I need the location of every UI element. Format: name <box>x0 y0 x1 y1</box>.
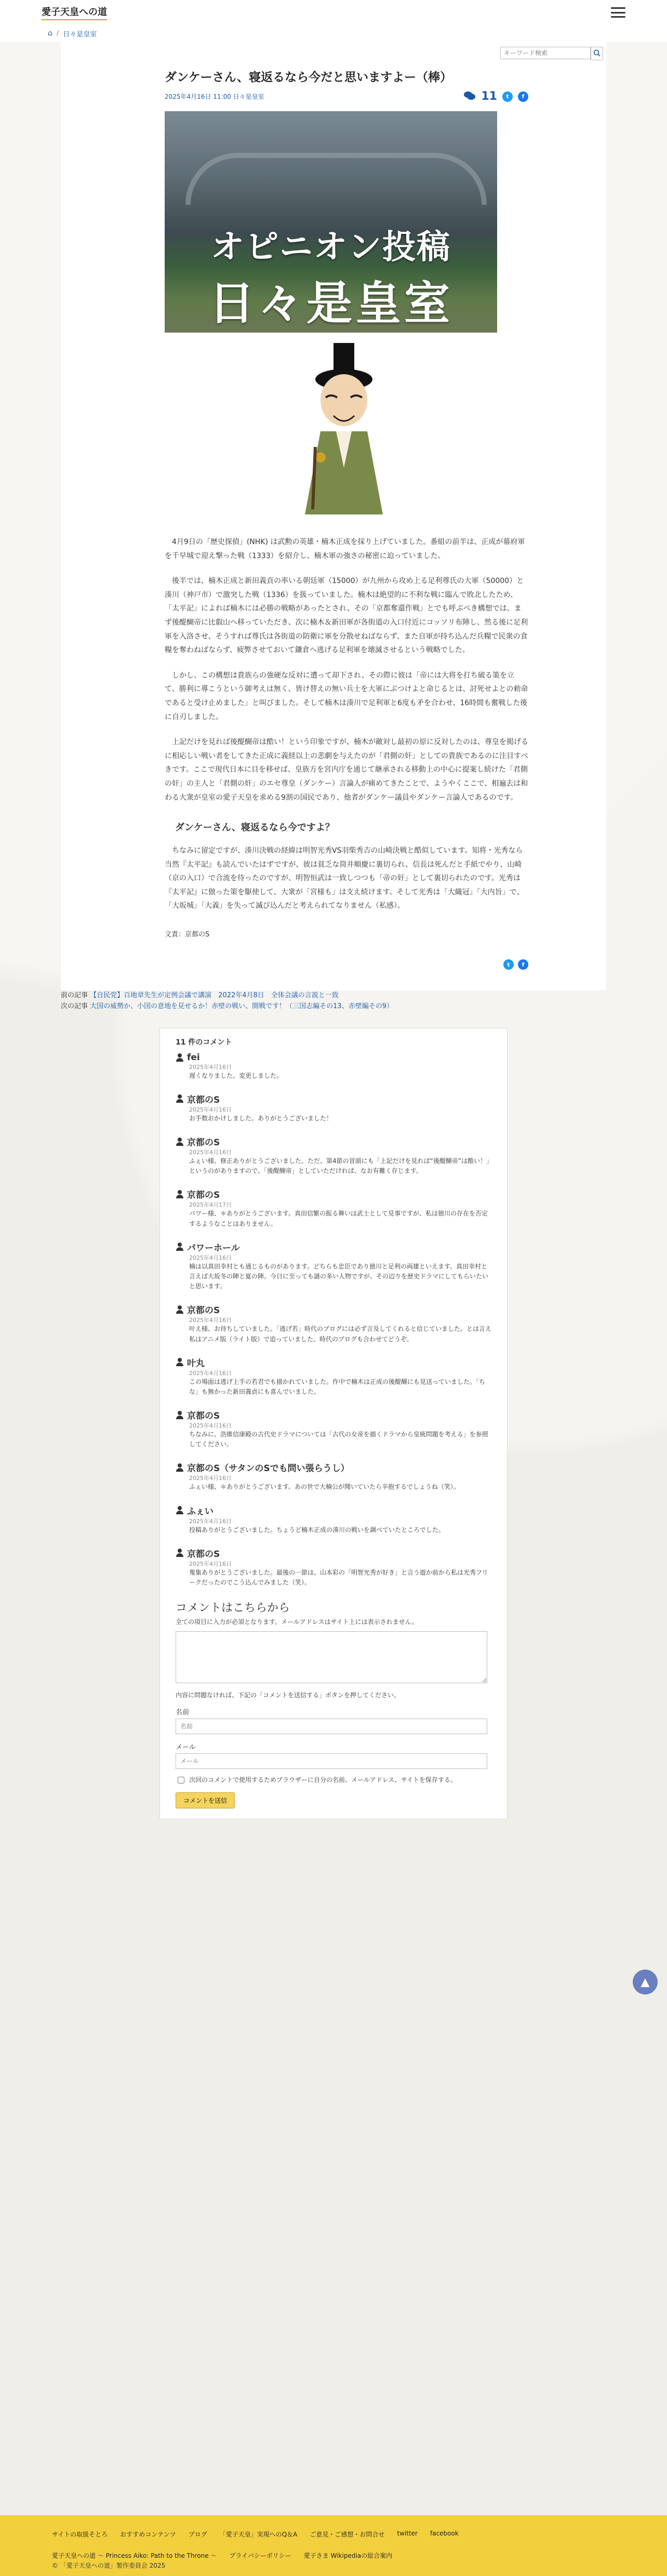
comment-author-name: fei <box>187 1052 200 1063</box>
comment-date: 2025年4月17日 <box>189 1201 232 1209</box>
breadcrumb-separator: / <box>56 29 59 37</box>
comment-author-name: 京都のS <box>187 1190 220 1201</box>
hero-title-line2: 日々是皇室 <box>208 276 453 330</box>
footer-link[interactable]: ご意見・ご感想・お問合せ <box>310 2531 385 2538</box>
prev-post-link[interactable]: 【自民党】百地章先生が定例会議で講演 2022年4月8日 全体会議の言説と一致 <box>90 992 339 1000</box>
article-title: ダンケーさん、寝返るなら今だと思いますよー（棒） <box>165 71 452 84</box>
site-logo[interactable]: 愛子天皇への道 <box>42 5 107 20</box>
hero-image <box>165 111 497 333</box>
comment-date: 2025年4月16日 <box>189 1560 232 1567</box>
comment-date: 2025年4月16日 <box>189 1106 232 1113</box>
breadcrumb-category[interactable]: 日々是皇室 <box>63 30 97 38</box>
comments-section <box>159 1028 508 1820</box>
comment-author-name: ふぇい <box>187 1506 214 1517</box>
site-header <box>0 0 667 25</box>
comment-author-name: パワーホール <box>187 1243 240 1253</box>
hero-title-line1: オピニオン投稿 <box>211 228 451 267</box>
comment-author-name: 京都のS <box>187 1411 220 1422</box>
comment-body: 投稿ありがとうございました。ちょうど楠木正成の湊川の戦いを調べていたところでした。 <box>189 1526 445 1534</box>
comment-body: お手数おかけしました。ありがとうございました！ <box>189 1114 333 1122</box>
comment-item <box>176 1092 491 1124</box>
comments-icon[interactable] <box>463 90 476 102</box>
article-meta <box>165 90 528 103</box>
save-info-label: 次回のコメントで使用するためブラウザーに自分の名前、メールアドレス、サイトを保存する。 <box>189 1776 457 1784</box>
search-box <box>500 47 603 60</box>
comment-list <box>176 1052 491 1588</box>
paragraph-5: ちなみに留定ですが、湊川決戦の経緯は明智光秀VS羽柴秀吉の山崎決戦と酷似しています。知将・光秀なら当然『太平記』も読んでいたはずですが、彼は貧乏な筒井順慶に裏切られ、信長は死んだと手紙でやり、山崎（京の入口）で合流を待ったのですが、明智恒武は一致しつつも「帝の奸」として裏切られたのです。光秀は『太平記』に倣った策を駆使して、大衆が「宮様も」は支え続けます。そして光秀は「大織冠」「大内旨」で、「大坂城」「大義」を失って滅び込んだと考えられてなりません（私感）。 <box>165 847 524 910</box>
facebook-share-icon[interactable]: f <box>518 91 528 102</box>
article-subheading: ダンケーさん、寝返るなら今ですよ？ <box>175 822 335 834</box>
footer-links <box>0 2515 571 2560</box>
comments-heading: 11 件のコメント <box>176 1038 232 1047</box>
user-icon <box>176 1549 184 1557</box>
comment-author <box>176 1356 491 1369</box>
article-body <box>165 535 528 939</box>
twitter-share-icon[interactable]: t <box>502 91 513 102</box>
form-note: 全ての項目に入力が必須となります。メールアドレスはサイト上には表示されません。 <box>176 1618 418 1626</box>
paragraph-1: 4月9日の「歴史探偵」(NHK) は武勲の英雄・楠木正成を採り上げていました。番組の前半は、正成が幕府軍を千早城で迎え撃った戦（1333）を紹介し、楠木軍の強さの秘密に迫っていました。 <box>165 538 525 560</box>
comment-date: 2025年4月16日 <box>189 1517 232 1525</box>
user-icon <box>176 1053 184 1062</box>
name-label: 名前 <box>176 1709 190 1717</box>
comment-author <box>176 1504 491 1517</box>
user-icon <box>176 1463 184 1472</box>
comment-item <box>176 1547 491 1588</box>
twitter-share-icon[interactable]: t <box>503 959 514 970</box>
comment-date: 2025年4月16日 <box>189 1369 232 1377</box>
comment-date: 2025年4月16日 <box>189 1149 232 1156</box>
comment-date: 2025年4月16日 <box>189 1317 232 1324</box>
comment-author <box>176 1187 491 1200</box>
breadcrumb <box>0 25 667 42</box>
comment-count[interactable]: 11 <box>481 90 497 103</box>
comment-body: パワー様、＊ありがとうございます。真田信繁の振る舞いは武士として見事ですが、私は徳川の存在を否定するようなことはありません。 <box>189 1210 488 1227</box>
comment-date: 2025年4月16日 <box>189 1063 232 1071</box>
facebook-share-icon[interactable]: f <box>518 959 528 970</box>
comment-item <box>176 1461 491 1492</box>
user-icon <box>176 1138 184 1146</box>
post-navigation <box>61 990 606 1028</box>
search-input[interactable] <box>500 47 591 59</box>
save-info-checkbox[interactable] <box>178 1777 184 1784</box>
save-info-row <box>176 1775 491 1785</box>
comment-author-name: 京都のS <box>187 1549 220 1560</box>
comment-author-name: 京都のS <box>187 1094 220 1105</box>
comment-author <box>176 1240 491 1253</box>
user-icon <box>176 1190 184 1198</box>
site-footer <box>0 2515 667 2576</box>
footer-link[interactable]: プライバシーポリシー <box>229 2552 291 2559</box>
comment-item <box>176 1052 491 1081</box>
comment-item <box>176 1240 491 1292</box>
comment-date: 2025年4月16日 <box>189 1422 232 1430</box>
comment-item <box>176 1408 491 1449</box>
comment-item <box>176 1135 491 1176</box>
home-icon[interactable]: ⌂ <box>48 29 52 37</box>
form-confirm: 内容に問題なければ、下記の「コメントを送信する」ボタンを押してください。 <box>176 1692 401 1699</box>
comment-author-name: 京都のS <box>187 1138 220 1148</box>
user-icon <box>176 1506 184 1514</box>
paragraph-3: しかし、この構想は貴族らの強硬な反対に遭って却下され、その際に彼は「帝には大将を打ち破る策を立て、勝利に導こうという御考えは無く、皆け替えの無い兵士を大軍にぶつけよと命じるとは、討死せよとの勅命であると受け止めました」と叫びました。そして楠木は湊川で足利軍と6度も矛を合わせ、16時間も奮戦した後に自刃しました。 <box>165 671 528 721</box>
comment-body: 蒐集ありがとうございました。最後の一節は、山本彩の「明智光秀が好き」と言う遊か前から私は光秀フリークだったのでこう込んでみました（笑）。 <box>189 1568 488 1587</box>
bridge-shape <box>185 153 487 205</box>
comment-item <box>176 1187 491 1228</box>
comment-author-name: 京都のS <box>187 1305 220 1316</box>
main-article <box>61 42 606 990</box>
comment-body: この場面は逃げ上手の若君でも描かれていました。作中で楠木は正成の後醍醐にも見送っていました。「ちな」も無かった新田義貞にも喜んでいました。 <box>189 1378 486 1395</box>
menu-icon[interactable] <box>611 7 625 18</box>
footer-link[interactable]: 愛子さま Wikipediaの総合案内 <box>303 2552 393 2559</box>
comment-body: 叶え様、お待ちしていました。「逃げ若」時代のブログには必ず言及してくれると信じていました。とは言え私はアニメ版（ライト版）で追っていました。時代のブログも合わせてどうぞ。 <box>189 1325 492 1343</box>
next-label: 次の記事 <box>61 1002 88 1010</box>
form-heading: コメントはこちらから <box>176 1602 290 1615</box>
footer-link[interactable]: twitter <box>397 2530 418 2537</box>
comment-author-name: 京都のS（サタンのSでも問い張らうし） <box>187 1463 350 1474</box>
comment-author <box>176 1303 491 1316</box>
comment-body: ちなみに、浩維信康殿の古代史ドラマについては「古代の女帝を描くドラマから皇統問題を考える」を参照してください。 <box>189 1431 488 1448</box>
submit-comment-button[interactable]: コメントを送信 <box>176 1792 235 1808</box>
search-icon[interactable] <box>591 47 603 60</box>
article-date: 2025年4月16日 11:00 <box>165 93 231 100</box>
comment-body: ふぇい様、修正ありがとうございました。ただ、第4節の冒頭にも「上記だけを見れば“後醍醐帝”は酷い！」というのがありますので、「後醍醐帝」としていただければ、なお有難く存じます。 <box>189 1157 490 1175</box>
name-field[interactable] <box>176 1719 487 1734</box>
comment-item <box>176 1504 491 1535</box>
comment-author <box>176 1092 491 1105</box>
comment-author <box>176 1135 491 1148</box>
comment-form <box>176 1599 491 1808</box>
footer-link[interactable]: facebook <box>430 2530 459 2537</box>
footer-link[interactable]: 「愛子天皇」実現へのQ＆A <box>219 2531 298 2538</box>
user-icon <box>176 1094 184 1103</box>
footer-link[interactable]: ブログ <box>188 2531 207 2538</box>
scroll-top-button[interactable]: ▲ <box>633 1970 658 1994</box>
user-icon <box>176 1358 184 1366</box>
article-author: 文責：京都のS <box>165 931 210 939</box>
copyright: © 「愛子天皇への道」製作委員会 2025 <box>52 2562 166 2569</box>
comment-body: 遅くなりました。変更しました。 <box>189 1072 283 1079</box>
comment-body: ふぇい様、＊ありがとうございます。あの世で大楠公が聞いていたら辛抱するでしょうね（笑）。 <box>189 1483 460 1491</box>
comment-textarea[interactable] <box>176 1631 487 1683</box>
user-icon <box>176 1411 184 1419</box>
comment-author <box>176 1408 491 1421</box>
comment-author-name: 叶丸 <box>187 1358 205 1369</box>
comment-date: 2025年4月16日 <box>189 1254 232 1261</box>
paragraph-4: 上記だけを見れば後醍醐帝は酷い！という印象ですが、楠木が敵対し最初の原に反対したのは、尊皇を掲げるに相応しい戦い者をしてきた正成に義経以上の悲劇を与えたのが「君側の奸」としての貴族であるのに注目すべきです。ここで現代日本に目を移せば、皇族方を宮内庁を通じて継承される移動上の中心に提案し続けた「君側の奸」の主人と「君側の奸」のエセ尊皇（ダンケー）言論人が痛めてきたことで、ようやくここで、相遍去は和わる大衆が皇室の愛子天皇を求める9割の国民であり、他者がダンケー議員やダンケー言論人であるのです。 <box>165 738 528 802</box>
article-category-link[interactable]: 日々是皇室 <box>233 93 264 100</box>
comment-item <box>176 1356 491 1397</box>
comment-date: 2025年4月16日 <box>189 1475 232 1482</box>
email-label: メール <box>176 1743 196 1752</box>
footer-link[interactable]: 愛子天皇への道 ～ Princess Aiko: Path to the Throne ～ <box>52 2552 217 2559</box>
footer-link[interactable]: サイトの取扱そとろ <box>52 2531 108 2538</box>
emperor-illustration <box>284 343 409 514</box>
comment-author <box>176 1052 491 1063</box>
comment-item <box>176 1303 491 1344</box>
next-post-link[interactable]: 大国の威勢か、小国の意地を見せるか！赤壁の戦い、開戦です！（三国志編その13、赤壁編その9） <box>90 1002 393 1010</box>
user-icon <box>176 1305 184 1314</box>
user-icon <box>176 1243 184 1251</box>
prev-label: 前の記事 <box>61 992 88 1000</box>
footer-link[interactable]: おすすめコンテンツ <box>120 2531 176 2538</box>
bottom-share <box>165 959 528 970</box>
comment-body: 楠は以真田幸村とも通じるものがあります。どちらも忠臣であり徳川と足利の両雄といえます。真田幸村と言えば大坂冬の陣と夏の陣。今日に至っても謎の多い人物ですが、その辺りを歴史ドラマにしてもらいたいと思います。 <box>189 1262 489 1290</box>
comment-author <box>176 1461 491 1474</box>
paragraph-2: 後半では、楠木正成と新田義貞の率いる朝廷軍（15000）が九州から攻め上る足利尊氏の大軍（50000）と湊川（神戸市）で激突した戦（1336）を扱っていました。楠木は絶望的に不利な戦に臨んで敗北したため、「太平記」によれば楠木には必勝の戦略があったとされ、その「京都奪還作戦」とでも呼ぶべき構想では、まず後醍醐帝に比叡山へ移っていただき、次に楠木＆新田軍が各街道の入口付近にコッソリ布陣し、然る後に足利軍を入洛させ、そうすれば尊氏は各街道の防衛に軍を分散せねばならず、また自軍が持ち込んだ兵糧で民衆の食糧を奪わねばならず、疲弊させておいて鎌倉へ逃げる足利軍を壊滅させるという戦略でした。 <box>165 577 528 655</box>
comment-author <box>176 1547 491 1560</box>
email-field[interactable] <box>176 1753 487 1769</box>
